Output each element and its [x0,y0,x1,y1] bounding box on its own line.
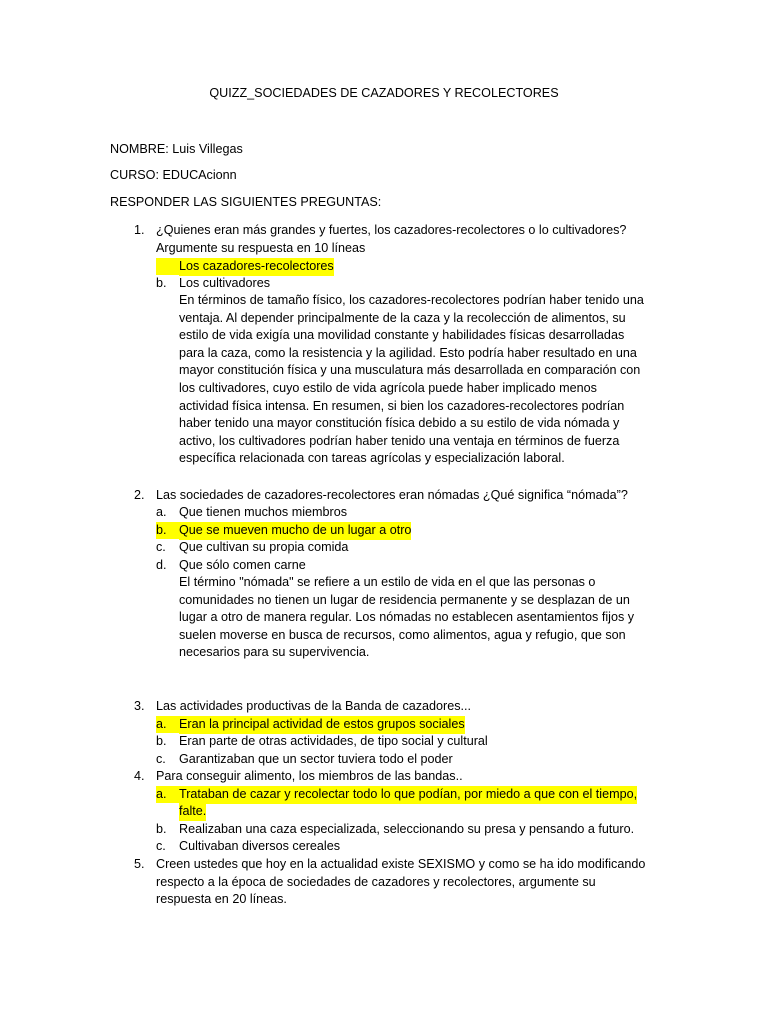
question-text: Creen ustedes que hoy en la actualidad existe SEXISMO y como se ha ido modificando [156,857,646,871]
option-text: Realizaban una caza especializada, seleccionando su presa y pensando a futuro. [179,822,635,836]
answer-paragraph [179,574,634,662]
option-text: Que cultivan su propia comida [179,540,349,554]
answer-line: estilo de vida exigía una movilidad constante y habilidades físicas desarrolladas [179,328,625,343]
question-number: 5. [134,857,145,871]
option-text: Que tienen muchos miembros [179,505,347,519]
question-number: 3. [134,699,145,713]
question-number: 4. [134,769,145,783]
answer-line: El término "nómada" se refiere a un estilo de vida en el que las personas o [179,575,596,589]
answer-line: haber tenido una mayor constitución física debido a su estilo de vida nómada y [179,416,620,431]
option-text: Garantizaban que un sector tuviera todo el poder [179,752,453,766]
question-number: 1. [134,223,145,237]
question-text: Argumente su respuesta en 10 líneas [156,241,366,255]
page-title: QUIZZ_SOCIEDADES DE CAZADORES Y RECOLECTORES [209,86,559,100]
option-letter: c. [156,752,166,766]
option-text: Que se mueven mucho de un lugar a otro [179,522,411,540]
answer-line: comunidades no tienen un lugar de residencia permanente y se desplazan de un [179,592,630,607]
option-letter: a. [156,505,167,519]
instructions: RESPONDER LAS SIGUIENTES PREGUNTAS: [110,195,382,209]
option-letter: b. [156,276,167,290]
option-text: Los cazadores-recolectores [179,258,334,276]
option-text: Eran parte de otras actividades, de tipo social y cultural [179,734,488,748]
option-text-continued: falte. [179,803,206,821]
answer-line: suelen moverse en busca de recursos, como alimentos, agua y refugio, que son [179,627,626,642]
answer-line: En términos de tamaño físico, los cazadores-recolectores podrían haber tenido una [179,293,644,307]
answer-line: lugar a otro de manera regular. Los nómadas no establecen asentamientos fijos y [179,610,635,625]
question-text: Las sociedades de cazadores-recolectores eran nómadas ¿Qué significa “nómada”? [156,488,628,502]
answer-line: específica relacionada con tareas agrícolas y especialización laboral. [179,451,565,466]
option-letter: c. [156,540,166,554]
question-text: respuesta en 20 líneas. [156,892,287,906]
answer-line: necesarios para su supervivencia. [179,645,370,660]
course-name: CURSO: EDUCAcionn [110,168,237,182]
option-text: Que sólo comen carne [179,558,306,572]
answer-line: actividad física intensa. En resumen, si bien los cazadores-recolectores podrían [179,398,625,413]
answer-line: mayor constitución física y una musculatura más desarrollada en comparación con [179,363,641,378]
question-text: respecto a la época de sociedades de cazadores y recolectores, argumente su [156,875,596,889]
student-name: NOMBRE: Luis Villegas [110,142,243,156]
option-letter: b. [156,734,167,748]
question-text: ¿Quienes eran más grandes y fuertes, los cazadores-recolectores o lo cultivadores? [156,223,627,237]
option-text: Cultivaban diversos cereales [179,839,341,853]
option-letter: c. [156,839,166,853]
question-text: Para conseguir alimento, los miembros de las bandas.. [156,769,463,783]
option-text: Los cultivadores [179,276,271,290]
option-letter: b. [156,523,167,537]
answer-line: los cultivadores, cuyo estilo de vida agrícola puede haber implicado menos [179,380,597,395]
option-letter: a. [156,717,167,731]
answer-line: para la caza, como la resistencia y la agilidad. Esto podría haber resultado en una [179,345,637,360]
option-highlight [156,258,179,275]
option-letter: b. [156,822,167,836]
answer-line: activo, los cultivadores podrían haber tenido una ventaja en términos de fuerza [179,433,620,448]
question-number: 2. [134,488,145,502]
option-text: Trataban de cazar y recolectar todo lo que podían, por miedo a que con el tiempo, [179,786,637,804]
option-letter: a. [156,787,167,801]
question-text: Las actividades productivas de la Banda de cazadores... [156,699,472,713]
answer-paragraph [179,292,644,468]
option-text: Eran la principal actividad de estos grupos sociales [179,716,465,734]
answer-line: ventaja. Al depender principalmente de la caza y la recolección de alimentos, su [179,310,626,325]
option-letter: d. [156,558,167,572]
